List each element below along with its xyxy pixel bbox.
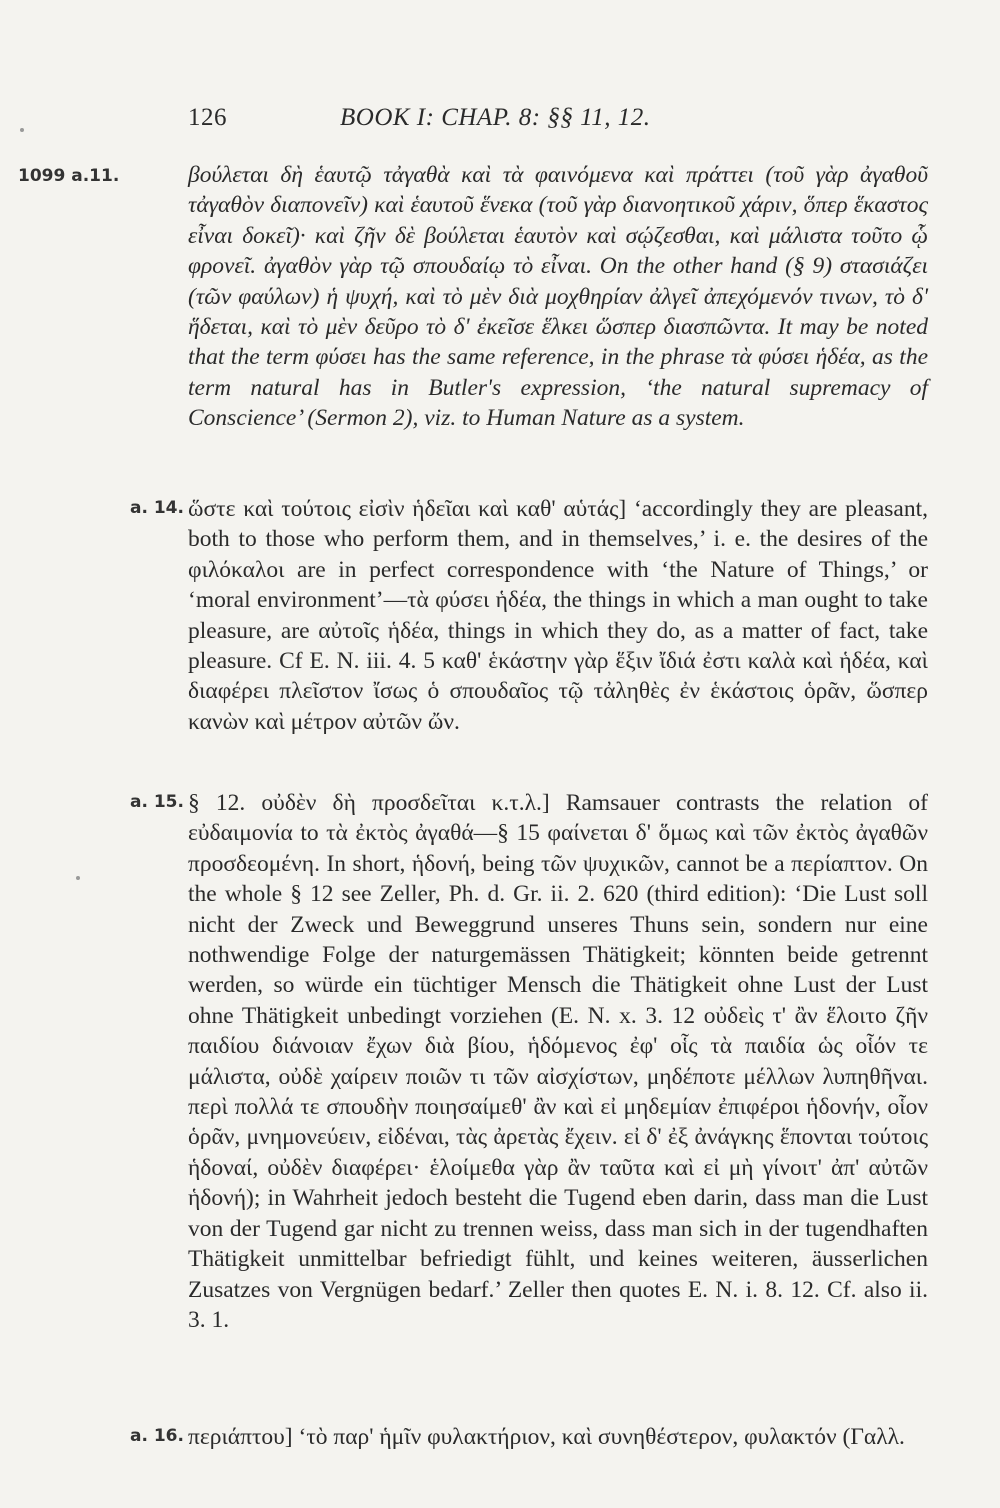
- note-text: [188, 494, 928, 737]
- running-title: BOOK I: CHAP. 8: §§ 11, 12.: [340, 104, 651, 131]
- note-text: [188, 788, 928, 1335]
- margin-speck: [76, 876, 80, 880]
- margin-speck: [20, 128, 24, 132]
- note-paragraph: περιάπτου] ‘τὸ παρ' ἡμῖν φυλακτήριον, καὶ συνηθέστερον, φυλακτόν (Γαλλ.: [188, 1424, 905, 1450]
- line-reference: a. 16.: [130, 1426, 184, 1446]
- note-text: [188, 1422, 928, 1452]
- line-reference: 1099 a.11.: [18, 166, 120, 186]
- note-paragraph: βούλεται δὴ ἑαυτῷ τἀγαθὰ καὶ τὰ φαινόμενα καὶ πράττει (τοῦ γὰρ ἀγαθοῦ τἀγαθὸν διαπονεῖν) καὶ ἑαυτοῦ ἕνεκα (τοῦ γὰρ διανοητικοῦ χάριν, ὅπερ ἕκαστος εἶναι δοκεῖ)· καὶ ζῆν δὲ βούλεται ἑαυτὸν καὶ σῴζεσθαι, καὶ μάλιστα τοῦτο ᾧ φρονεῖ. ἀγαθὸν γὰρ τῷ σπουδαίῳ τὸ εἶναι. On the other hand (§ 9) στασιάζει (τῶν φαύλων) ἡ ψυχή, καὶ τὸ μὲν διὰ μοχθηρίαν ἀλγεῖ ἀπεχόμενόν τινων, τὸ δ' ἥδεται, καὶ τὸ μὲν δεῦρο τὸ δ' ἐκεῖσε ἕλκει ὥσπερ διασπῶντα. It may be noted that the term φύσει has the same reference, in the phrase τὰ φύσει ἡδέα, as the term natural has in Butler's expression, ‘the natural supremacy of Conscience’ (Sermon 2), viz. to Human Nature as a system.: [188, 162, 928, 432]
- page-number: 126: [188, 104, 227, 131]
- note-paragraph: ὥστε καὶ τούτοις εἰσὶν ἡδεῖαι καὶ καθ' αὑτάς] ‘accordingly they are pleasant, both to those who perform them, and in themselves,’ i. e. the desires of the φιλόκαλοι are in perfect correspondence with ‘the Nature of Things,’ or ‘moral environment’—τὰ φύσει ἡδέα, the things in which a man ought to take pleasure, are αὐτοῖς ἡδέα, things in which they do, as a matter of fact, take pleasure. Cf E. N. iii. 4. 5 καθ' ἑκάστην γὰρ ἕξιν ἴδιά ἐστι καλὰ καὶ ἡδέα, καὶ διαφέρει πλεῖστον ἴσως ὁ σπουδαῖος τῷ τἀληθὲς ἐν ἑκάστοις ὁρᾶν, ὥσπερ κανὼν καὶ μέτρον αὐτῶν ὤν.: [188, 496, 928, 735]
- note-paragraph: § 12. οὐδὲν δὴ προσδεῖται κ.τ.λ.] Ramsauer contrasts the relation of εὐδαιμονία to τὰ ἐκτὸς ἀγαθά—§ 15 φαίνεται δ' ὅμως καὶ τῶν ἐκτὸς ἀγαθῶν προσδεομένη. In short, ἡδονή, being τῶν ψυχικῶν, cannot be a περίαπτον. On the whole § 12 see Zeller, Ph. d. Gr. ii. 2. 620 (third edition): ‘Die Lust soll nicht der Zweck und Beweggrund unseres Thuns sein, sondern nur eine nothwendige Folge der naturgemässen Thätigkeit; könnten beide getrennt werden, so würde ein tüchtiger Mensch die Thätigkeit ohne Lust der Lust ohne Thätigkeit unbedingt vorziehen (E. N. x. 3. 12 οὐδεὶς τ' ἂν ἕλοιτο ζῆν παιδίου διάνοιαν ἔχων διὰ βίου, ἡδόμενος ἐφ' οἷς τὰ παιδία ὡς οἷόν τε μάλιστα, οὐδὲ χαίρειν ποιῶν τι τῶν αἰσχίστων, μηδέποτε μέλλων λυπηθῆναι. περὶ πολλά τε σπουδὴν ποιησαίμεθ' ἂν καὶ εἰ μηδεμίαν ἐπιφέροι ἡδονήν, οἷον ὁρᾶν, μνημονεύειν, εἰδέναι, τὰς ἀρετὰς ἔχειν. εἰ δ' ἐξ ἀνάγκης ἕπονται τούτοις ἡδοναί, οὐδὲν διαφέρει· ἑλοίμεθα γὰρ ἂν ταῦτα καὶ εἰ μὴ γίνοιτ' ἀπ' αὐτῶν ἡδονή); in Wahrheit jedoch besteht die Tugend eben darin, dass man die Lust von der Tugend gar nicht zu trennen weiss, dass man sich in der tugendhaften Thätigkeit unmittelbar befriedigt fühlt, und keines weiteren, äusserlichen Zusatzes von Vergnügen bedarf.’ Zeller then quotes E. N. i. 8. 12. Cf. also ii. 3. 1.: [188, 790, 928, 1333]
- line-reference: a. 14.: [130, 498, 184, 518]
- note-text: [188, 160, 928, 434]
- line-reference: a. 15.: [130, 792, 184, 812]
